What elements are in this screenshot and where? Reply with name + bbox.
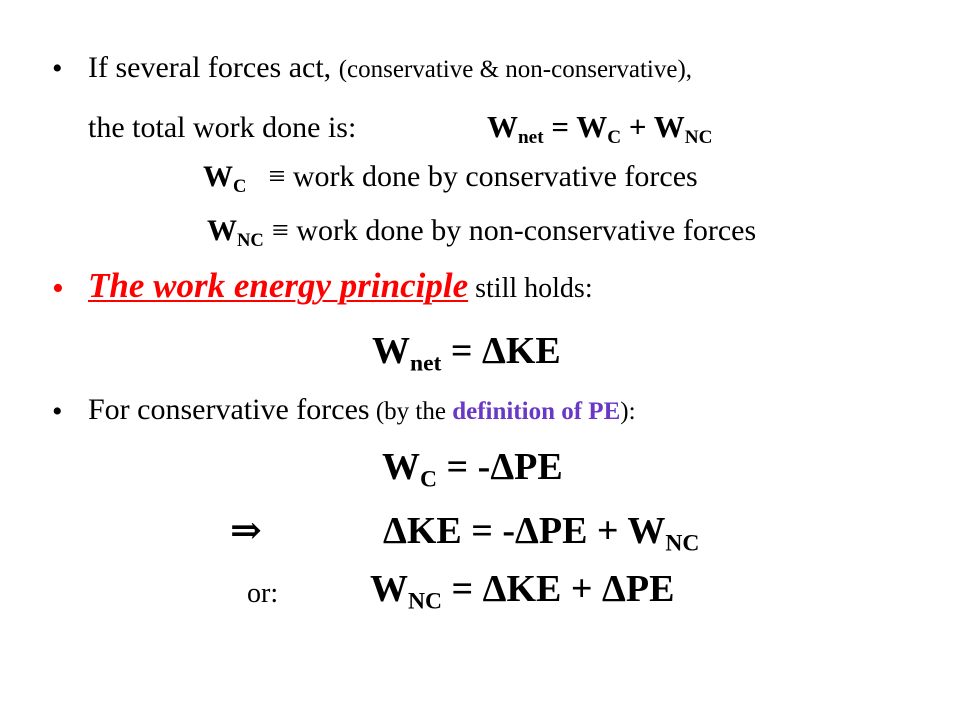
eq-sub-c: C bbox=[607, 127, 622, 149]
eq4-w: W bbox=[370, 568, 408, 610]
def-wnc-symbol: W bbox=[207, 214, 237, 247]
definition-of-pe: definition of PE bbox=[452, 398, 621, 425]
or-label: or: bbox=[247, 578, 279, 609]
eq-wc-dpe bbox=[382, 446, 563, 493]
total-work-line bbox=[88, 113, 356, 143]
eq-wnc-dke-dpe bbox=[370, 568, 675, 615]
conservative-paren-open: (by the bbox=[369, 398, 453, 425]
intro-paren: (conservative & non-conservative), bbox=[338, 56, 693, 83]
eq-mid: = W bbox=[543, 109, 608, 144]
def-wnc-text: ≡ work done by non-conservative forces bbox=[271, 214, 757, 247]
eq-sub-net: net bbox=[518, 127, 544, 149]
eq3-sub: NC bbox=[665, 530, 700, 557]
conservative-line bbox=[88, 395, 636, 425]
conservative-paren-close: ): bbox=[620, 398, 636, 425]
def-wc-symbol: W bbox=[203, 160, 233, 193]
eq1-rhs: = ΔKE bbox=[441, 330, 561, 372]
implies-arrow: ⇒ bbox=[230, 510, 262, 552]
eq2-w: W bbox=[382, 446, 420, 488]
def-wnc-sub: NC bbox=[237, 229, 264, 251]
bullet-1: • bbox=[52, 52, 63, 85]
def-wc-text: ≡ work done by conservative forces bbox=[268, 160, 698, 193]
def-wc-line bbox=[203, 160, 698, 197]
eq4-sub: NC bbox=[408, 588, 443, 615]
eq-plus: + W bbox=[621, 109, 685, 144]
def-wnc-line bbox=[207, 214, 757, 251]
eq-sub-nc: NC bbox=[684, 127, 713, 149]
principle-rest: still holds: bbox=[468, 273, 593, 304]
def-wc-sub: C bbox=[233, 175, 247, 197]
eq2-sub: C bbox=[420, 466, 438, 493]
eq-w: W bbox=[487, 109, 518, 144]
work-energy-principle: The work energy principle bbox=[88, 266, 469, 305]
eq1-w: W bbox=[372, 330, 410, 372]
eq2-rhs: = -ΔPE bbox=[437, 446, 563, 488]
eq1-sub: net bbox=[410, 350, 442, 377]
intro-text: If several forces act, bbox=[88, 51, 332, 84]
bullet-2: • bbox=[52, 270, 64, 307]
principle-line bbox=[88, 268, 593, 303]
wnet-sum-equation bbox=[487, 109, 713, 149]
intro-line bbox=[88, 53, 692, 83]
eq3-lhs: ΔKE = -ΔPE + W bbox=[383, 510, 666, 552]
total-work-text: the total work done is: bbox=[88, 111, 357, 144]
eq-dke-dpe-wnc bbox=[383, 510, 700, 557]
eq-wnet-dke bbox=[372, 330, 561, 377]
eq4-rhs: = ΔKE + ΔPE bbox=[442, 568, 675, 610]
bullet-3: • bbox=[52, 395, 63, 428]
conservative-text: For conservative forces bbox=[88, 393, 370, 426]
